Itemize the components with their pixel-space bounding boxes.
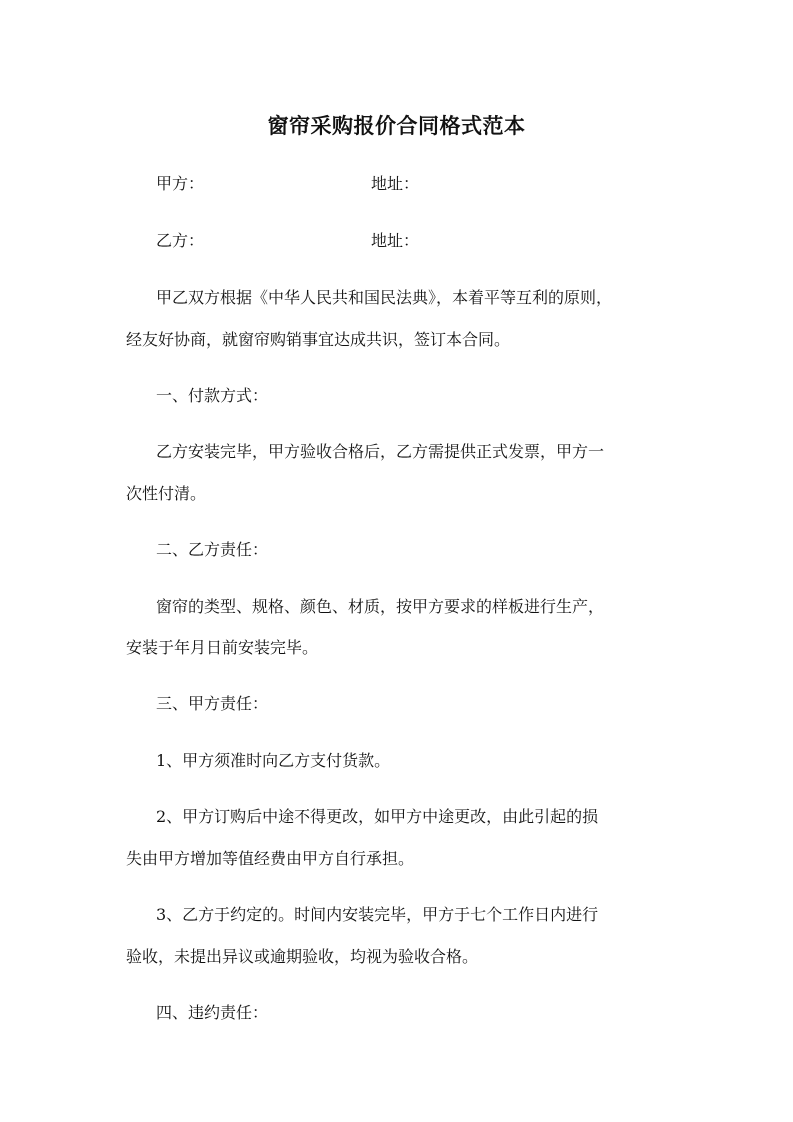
party-b-label: 乙方： — [156, 231, 205, 250]
section-1-line-2: 次性付清。 — [126, 484, 207, 503]
section-1-line-1: 乙方安装完毕，甲方验收合格后，乙方需提供正式发票，甲方一 — [156, 442, 605, 461]
section-1-heading: 一、付款方式： — [156, 386, 269, 405]
section-2-line-1: 窗帘的类型、规格、颜色、材质，按甲方要求的样板进行生产， — [156, 597, 605, 616]
section-4-heading: 四、违约责任： — [156, 1003, 269, 1022]
item-3-line-1: 3、乙方于约定的。时间内安装完毕，甲方于七个工作日内进行 — [156, 905, 599, 924]
section-3-heading: 三、甲方责任： — [156, 694, 269, 713]
section-2-heading: 二、乙方责任： — [156, 540, 269, 559]
document-title: 窗帘采购报价合同格式范本 — [267, 113, 526, 138]
section-2-line-2: 安装于年月日前安装完毕。 — [126, 638, 319, 657]
intro-line-2: 经友好协商，就窗帘购销事宜达成共识，签订本合同。 — [126, 330, 511, 349]
item-3-line-2: 验收，未提出异议或逾期验收，均视为验收合格。 — [126, 947, 479, 966]
party-a-label: 甲方： — [156, 174, 205, 193]
item-2-line-1: 2、甲方订购后中途不得更改，如甲方中途更改，由此引起的损 — [156, 807, 599, 826]
item-1-line-1: 1、甲方须准时向乙方支付货款。 — [156, 751, 391, 770]
party-a-address-label: 地址： — [371, 174, 420, 193]
party-b-address-label: 地址： — [371, 231, 420, 250]
intro-line-1: 甲乙双方根据《中华人民共和国民法典》，本着平等互利的原则， — [156, 288, 613, 307]
item-2-line-2: 失由甲方增加等值经费由甲方自行承担。 — [126, 849, 415, 868]
